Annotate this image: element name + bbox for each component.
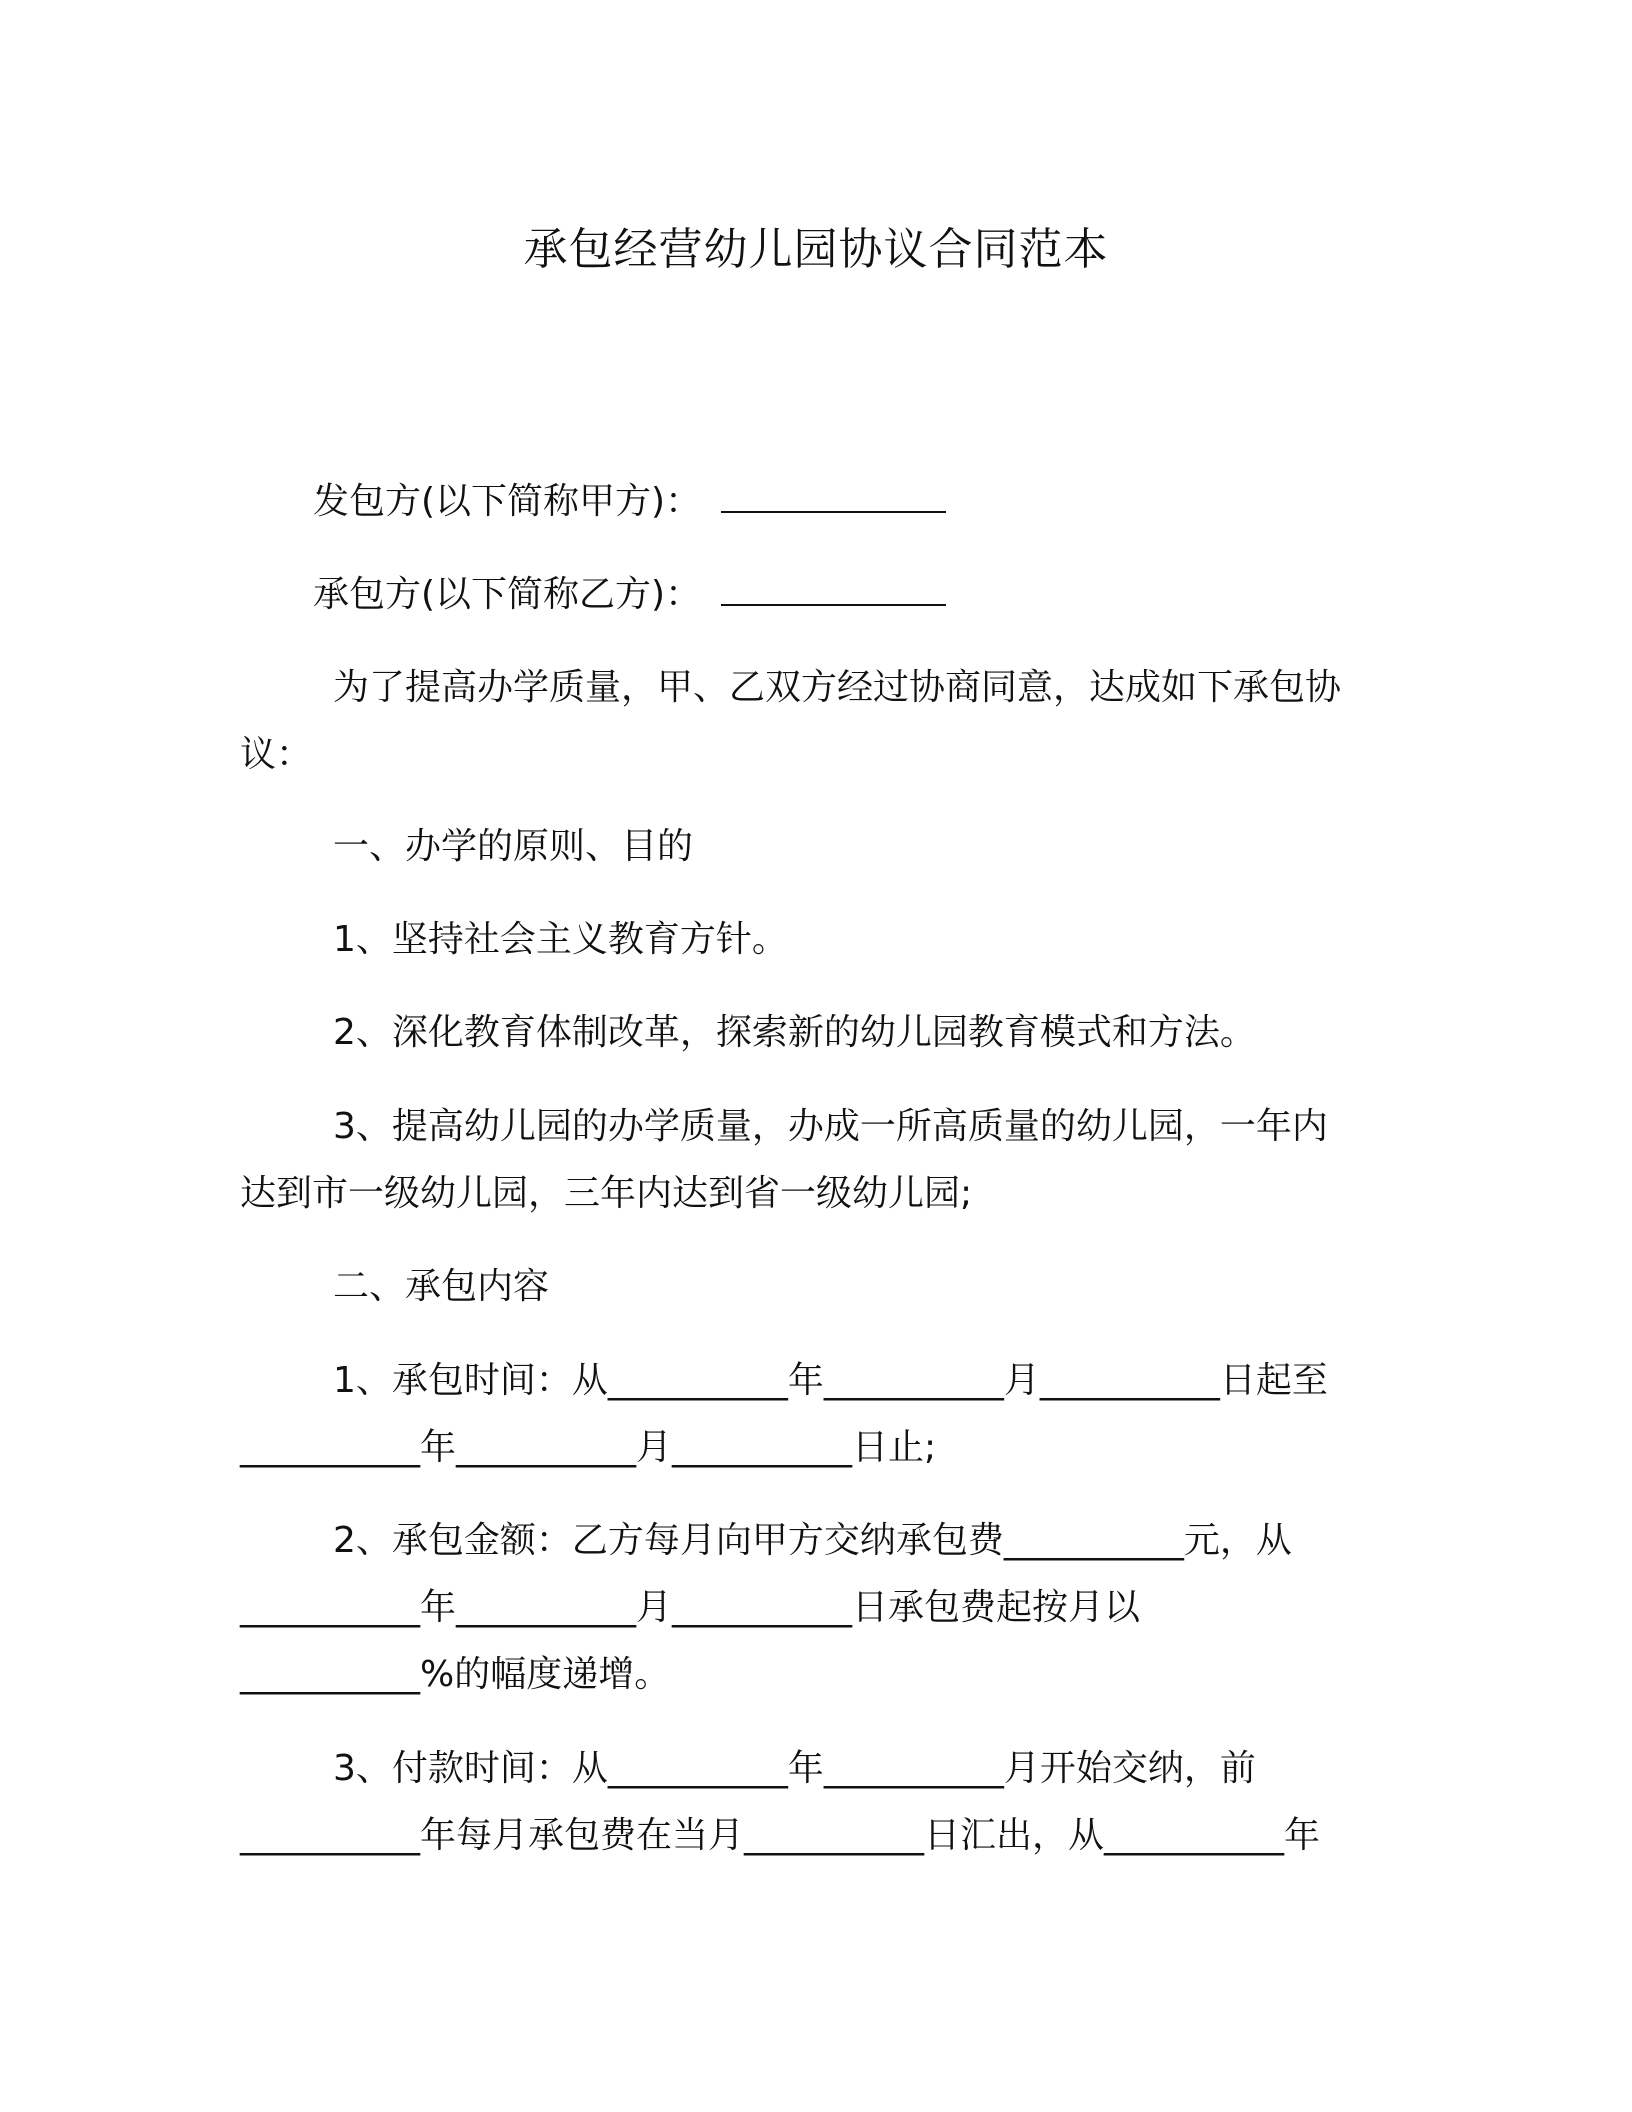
section-2-item-1-line-2: __________年__________月__________日止; xyxy=(240,1427,937,1468)
intro-line-2: 议： xyxy=(240,734,313,775)
section-2-item-3-line-1: 3、付款时间：从__________年__________月开始交纳，前 xyxy=(333,1748,1256,1789)
party-b-blank xyxy=(721,568,946,606)
party-a-label: 发包方(以下简称甲方)： xyxy=(313,481,702,522)
intro-line-1: 为了提高办学质量，甲、乙双方经过协商同意，达成如下承包协 xyxy=(333,667,1342,708)
section-2-item-3-line-2: __________年每月承包费在当月__________日汇出，从__________年 xyxy=(240,1815,1321,1856)
party-b-row xyxy=(313,568,1443,620)
party-b-label: 承包方(以下简称乙方)： xyxy=(313,574,702,615)
section-1-item-3-line-1: 3、提高幼儿园的办学质量，办成一所高质量的幼儿园，一年内 xyxy=(333,1106,1328,1147)
party-a-blank xyxy=(721,475,946,513)
section-1-item-3-line-2: 达到市一级幼儿园，三年内达到省一级幼儿园; xyxy=(240,1173,973,1214)
section-2-item-2-line-3: __________%的幅度递增。 xyxy=(240,1654,671,1695)
section-2-item-1-line-1: 1、承包时间：从__________年__________月__________日起至 xyxy=(333,1360,1328,1401)
document-title: 承包经营幼儿园协议合同范本 xyxy=(523,224,1109,275)
party-a-row xyxy=(313,475,1443,527)
section-1-heading: 一、办学的原则、目的 xyxy=(333,826,694,867)
section-1-item-2: 2、深化教育体制改革，探索新的幼儿园教育模式和方法。 xyxy=(333,1012,1256,1053)
section-2-heading: 二、承包内容 xyxy=(333,1266,550,1307)
section-2-item-2-line-1: 2、承包金额：乙方每月向甲方交纳承包费__________元，从 xyxy=(333,1520,1292,1561)
section-2-item-2-line-2: __________年__________月__________日承包费起按月以 xyxy=(240,1587,1141,1628)
section-1-item-1: 1、坚持社会主义教育方针。 xyxy=(333,919,788,960)
